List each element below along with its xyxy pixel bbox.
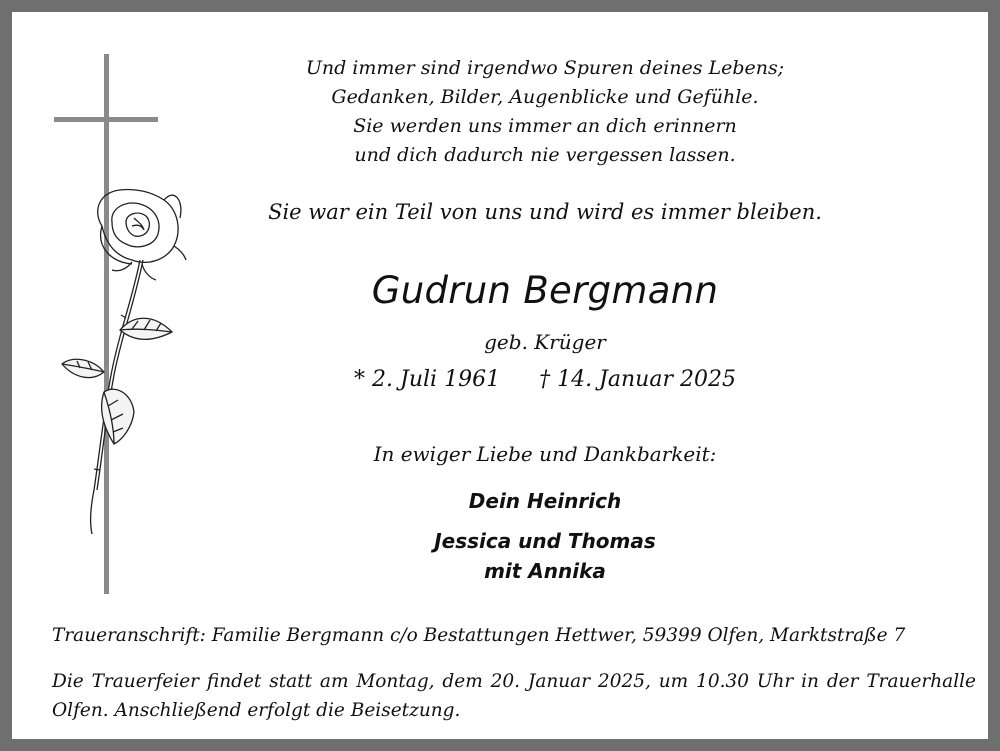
mourner-group: [212, 486, 878, 516]
poem-line: Und immer sind irgendwo Spuren deines Lebens;: [305, 57, 785, 79]
birth-date: * 2. Juli 1961: [354, 367, 501, 392]
mourning-address: Traueranschrift: Familie Bergmann c/o Bestattungen Hettwer, 59399 Olfen, Marktstraße 7: [52, 625, 906, 646]
cross-and-rose-artwork: [40, 50, 200, 598]
birth-name: geb. Krüger: [484, 330, 606, 354]
mourner-group: [212, 526, 878, 586]
poem: [212, 54, 878, 170]
poem-line: Sie werden uns immer an dich erinnern: [353, 115, 737, 137]
funeral-ceremony-notice: Die Trauerfeier findet statt am Montag, dem 20. Januar 2025, um 10.30 Uhr in der Trauerhalle Olfen. Anschließend erfolgt die Beisetzung.: [52, 671, 976, 721]
mourner-line: Dein Heinrich: [468, 489, 622, 513]
poem-line: Gedanken, Bilder, Augenblicke und Gefühle.: [331, 86, 759, 108]
poem-line: und dich dadurch nie vergessen lassen.: [354, 144, 736, 166]
life-dates: [212, 367, 878, 392]
closing-line: Sie war ein Teil von uns und wird es immer bleiben.: [268, 200, 822, 224]
death-date: † 14. Januar 2025: [539, 367, 736, 392]
rose-icon: [62, 189, 186, 534]
mourner-line: mit Annika: [484, 559, 606, 583]
deceased-name: Gudrun Bergmann: [371, 269, 719, 312]
dedication: In ewiger Liebe und Dankbarkeit:: [373, 442, 717, 466]
mourner-line: Jessica und Thomas: [434, 529, 656, 553]
